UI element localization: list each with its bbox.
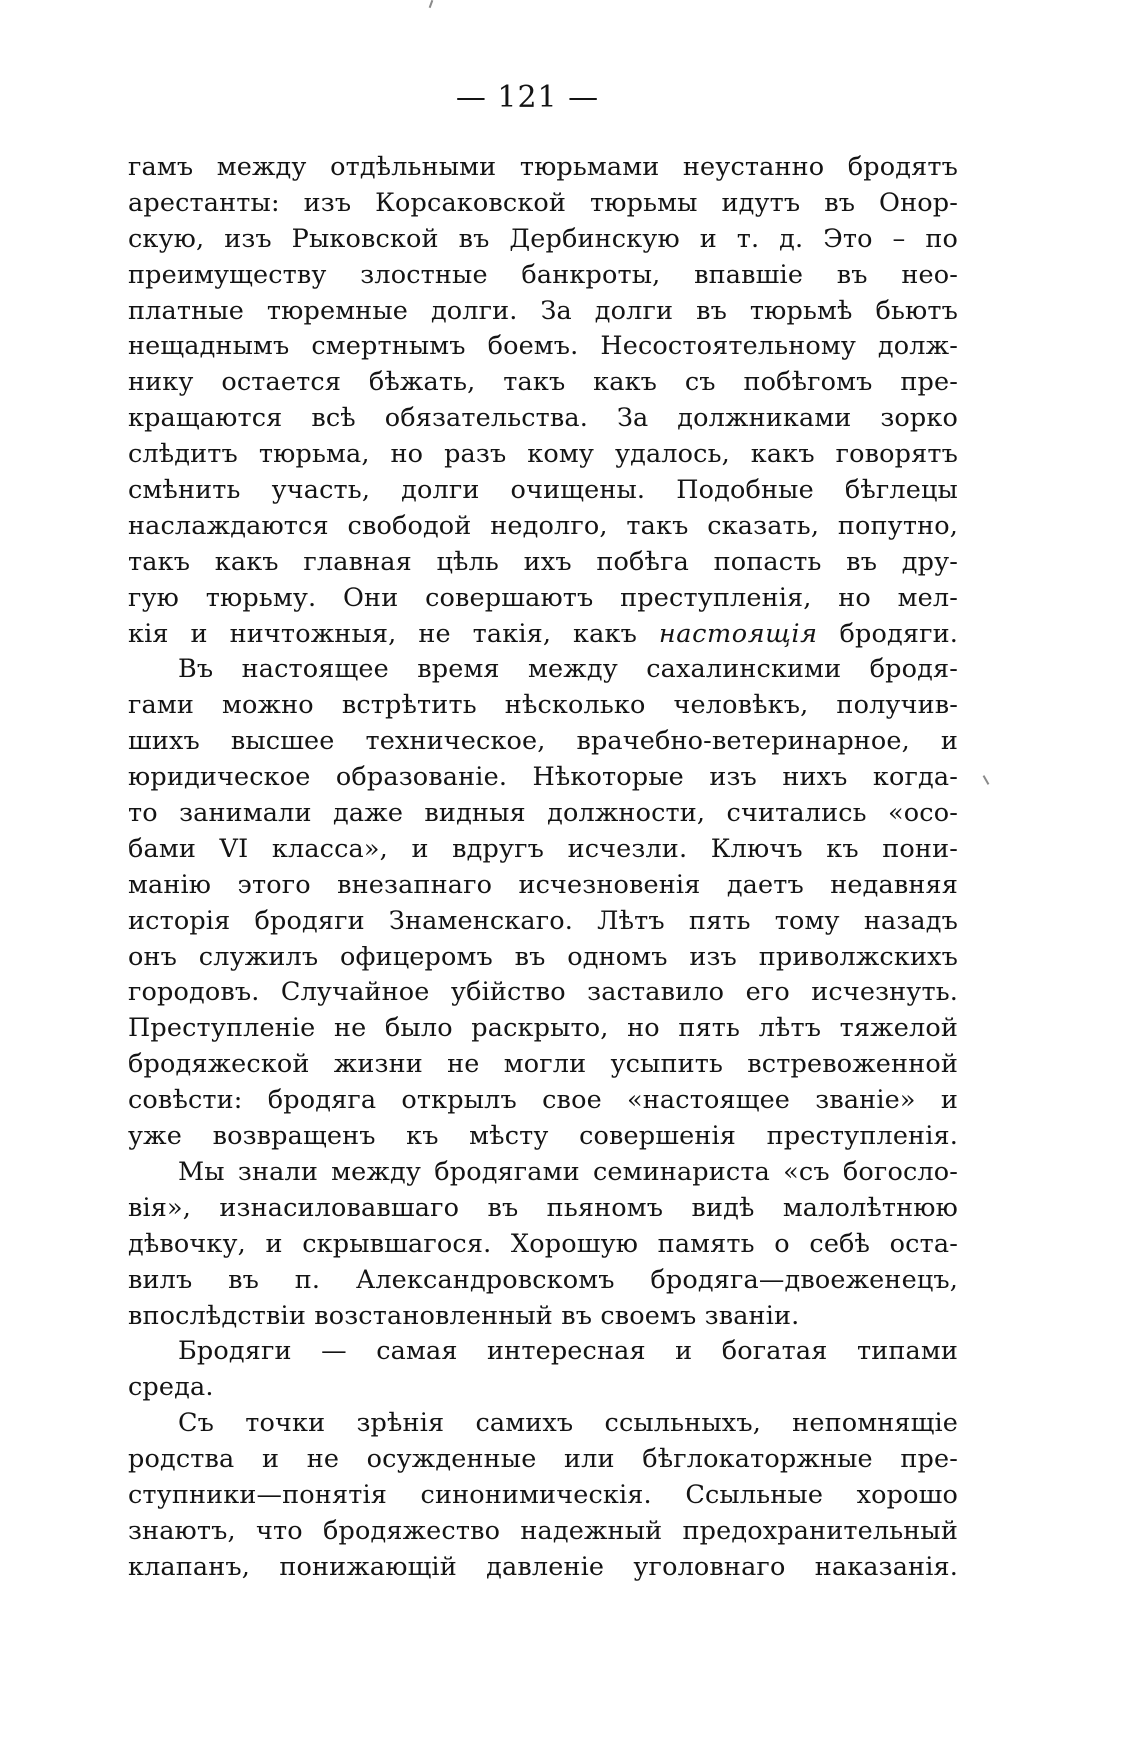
text-line: шихъ высшее техническое, врачебно-ветеринарное, и xyxy=(128,726,958,757)
text-line: бами VI класса», и вдругъ исчезли. Ключъ къ пони- xyxy=(128,833,958,864)
text-line: Бродяги — самая интересная и богатая типами xyxy=(178,1336,958,1367)
text-line: Съ точки зрѣнія самихъ ссыльныхъ, непомнящіе xyxy=(178,1408,958,1439)
text-line: нещаднымъ смертнымъ боемъ. Несостоятельному долж- xyxy=(128,331,958,362)
text-line: манію этого внезапнаго исчезновенія даетъ недавняя xyxy=(128,869,958,900)
text-line: вилъ въ п. Александровскомъ бродяга—двоеженецъ, xyxy=(128,1264,958,1295)
text-line: нику остается бѣжать, такъ какъ съ побѣгомъ пре- xyxy=(128,367,958,398)
text-line: платные тюремные долги. За долги въ тюрьмѣ бьютъ xyxy=(128,295,958,326)
text-line: ступники—понятія синонимическія. Ссыльные хорошо xyxy=(128,1479,958,1510)
text-line: смѣнить участь, долги очищены. Подобные бѣглецы xyxy=(128,475,958,506)
text-line: Въ настоящее время между сахалинскими бродя- xyxy=(178,654,958,685)
emphasis-text: настоящія xyxy=(658,618,818,649)
text-line: гами можно встрѣтить нѣсколько человѣкъ, получив- xyxy=(128,690,958,721)
text-line: слѣдитъ тюрьма, но разъ кому удалось, какъ говорятъ xyxy=(128,439,958,470)
text-line: среда. xyxy=(128,1372,214,1403)
text-line: дѣвочку, и скрывшагося. Хорошую память о себѣ оста- xyxy=(128,1228,958,1259)
text-line: впослѣдствіи возстановленный въ своемъ званіи. xyxy=(128,1300,800,1331)
scan-mark xyxy=(983,775,990,785)
text-line: Мы знали между бродягами семинариста «съ богосло- xyxy=(178,1156,958,1187)
text-line: Преступленіе не было раскрыто, но пять лѣтъ тяжелой xyxy=(128,1013,958,1044)
text-line: городовъ. Случайное убійство заставило его исчезнуть. xyxy=(128,977,958,1008)
text-line: вія», изнасиловавшаго въ пьяномъ видѣ малолѣтнюю xyxy=(128,1192,958,1223)
text-line: юридическое образованіе. Нѣкоторые изъ нихъ когда- xyxy=(128,762,958,793)
text-segment: кія и ничтожныя, не такія, какъ xyxy=(128,618,637,649)
text-line: уже возвращенъ къ мѣсту совершенія преступленія. xyxy=(128,1121,958,1152)
text-line: наслаждаются свободой недолго, такъ сказать, попутно, xyxy=(128,510,958,541)
text-segment: бродяги. xyxy=(839,618,958,649)
text-line: онъ служилъ офицеромъ въ одномъ изъ приволжскихъ xyxy=(128,941,958,972)
text-line: знаютъ, что бродяжество надежный предохранительный xyxy=(128,1515,958,1546)
text-line: исторія бродяги Знаменскаго. Лѣтъ пять тому назадъ xyxy=(128,905,958,936)
page-number: — 121 — xyxy=(455,80,600,115)
text-line: гамъ между отдѣльными тюрьмами неустанно бродятъ xyxy=(128,152,958,182)
body-text xyxy=(128,150,958,1586)
text-line: арестанты: изъ Корсаковской тюрьмы идутъ въ Онор- xyxy=(128,187,958,218)
text-line: такъ какъ главная цѣль ихъ побѣга попасть въ дру- xyxy=(128,546,958,577)
text-line: клапанъ, понижающій давленіе уголовнаго наказанія. xyxy=(128,1551,958,1582)
text-line: то занимали даже видныя должности, считались «осо- xyxy=(128,798,958,829)
text-line: скую, изъ Рыковской въ Дербинскую и т. д. Это – по xyxy=(128,223,958,254)
text-line: гую тюрьму. Они совершаютъ преступленія, но мел- xyxy=(128,582,958,613)
scan-mark xyxy=(429,0,434,8)
text-line: кращаются всѣ обязательства. За должниками зорко xyxy=(128,403,958,434)
text-line: преимуществу злостные банкроты, впавшіе въ нео- xyxy=(128,259,958,290)
text-line: бродяжеской жизни не могли усыпить встревоженной xyxy=(128,1049,958,1080)
text-line: родства и не осужденные или бѣглокаторжные пре- xyxy=(128,1444,958,1475)
text-line xyxy=(128,617,958,653)
text-line: совѣсти: бродяга открылъ свое «настоящее званіе» и xyxy=(128,1085,958,1116)
